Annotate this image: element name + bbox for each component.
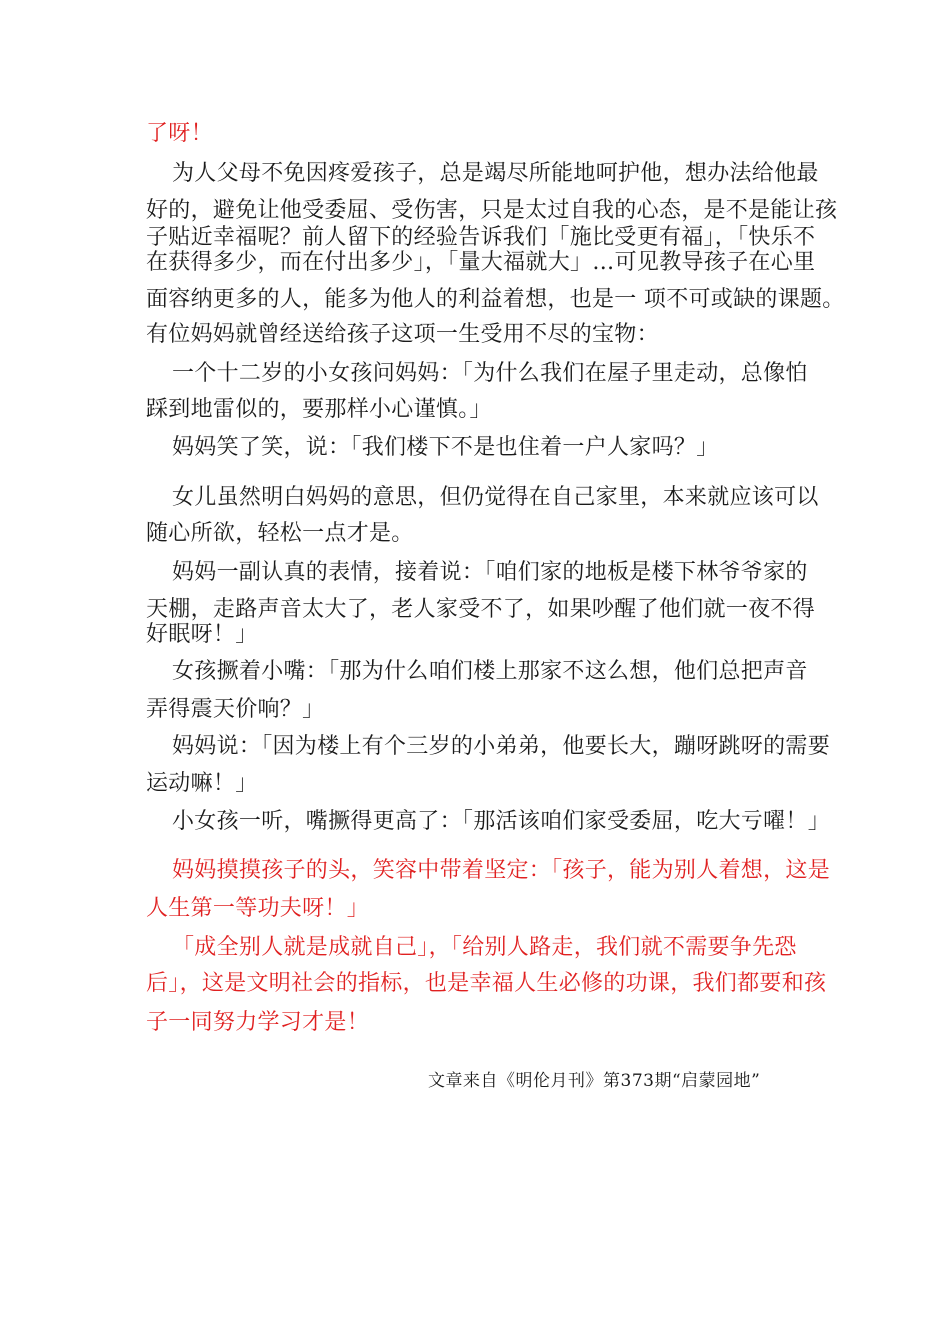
text-line: 有位妈妈就曾经送给孩子这项一生受用不尽的宝物： [146, 322, 659, 347]
text-line: 踩到地雷似的，要那样小心谨慎。」 [146, 397, 492, 422]
text-line: 好的，避免让他受委屈、受伤害，只是太过自我的心态，是不是能让孩 [146, 198, 838, 223]
text-line: 后」，这是文明社会的指标，也是幸福人生必修的功课，我们都要和孩 [146, 971, 827, 996]
text-line: 人生第一等功夫呀！」 [146, 896, 370, 921]
text-line: 一个十二岁的小女孩问妈妈：「为什么我们在屋子里走动，总像怕 [172, 361, 808, 386]
text-line: 妈妈笑了笑，说：「我们楼下不是也住着一户人家吗？」 [172, 435, 719, 460]
text-line: 在获得多少，而在付出多少」，「量大福就大」…可见教导孩子在心里 [146, 250, 816, 275]
source-citation: 文章来自《明伦月刊》第373期“启蒙园地” [428, 1071, 761, 1091]
text-line: 天棚，走路声音太大了，老人家受不了，如果吵醒了他们就一夜不得 [146, 597, 816, 622]
text-line: 好眠呀！」 [146, 622, 258, 647]
text-line: 女儿虽然明白妈妈的意思，但仍觉得在自己家里，本来就应该可以 [172, 485, 819, 510]
text-line: 弄得震天价响？」 [146, 697, 325, 722]
text-line: 女孩撅着小嘴：「那为什么咱们楼上那家不这么想，他们总把声音 [172, 659, 808, 684]
text-line: 为人父母不免因疼爱孩子，总是竭尽所能地呵护他，想办法给他最 [172, 161, 819, 186]
text-line: 了呀！ [146, 121, 213, 146]
text-line: 子贴近幸福呢？前人留下的经验告诉我们「施比受更有福」，「快乐不 [146, 225, 816, 250]
text-line: 妈妈摸摸孩子的头，笑容中带着坚定：「孩子，能为别人着想，这是 [172, 858, 831, 883]
text-line: 小女孩一听，嘴撅得更高了：「那活该咱们家受委屈，吃大亏嚁！」 [172, 809, 831, 834]
text-line: 子一同努力学习才是！ [146, 1010, 370, 1035]
text-line: 随心所欲，轻松一点才是。 [146, 521, 414, 546]
text-line: 运动嘛！」 [146, 771, 258, 796]
text-line: 「成全别人就是成就自己」，「给别人路走，我们就不需要争先恐 [172, 935, 797, 960]
text-line: 面容纳更多的人，能多为他人的利益着想，也是一 项不可或缺的课题。 [146, 287, 845, 312]
text-line: 妈妈一副认真的表情，接着说：「咱们家的地板是楼下林爷爷家的 [172, 560, 808, 585]
text-line: 妈妈说：「因为楼上有个三岁的小弟弟，他要长大，蹦呀跳呀的需要 [172, 734, 831, 759]
